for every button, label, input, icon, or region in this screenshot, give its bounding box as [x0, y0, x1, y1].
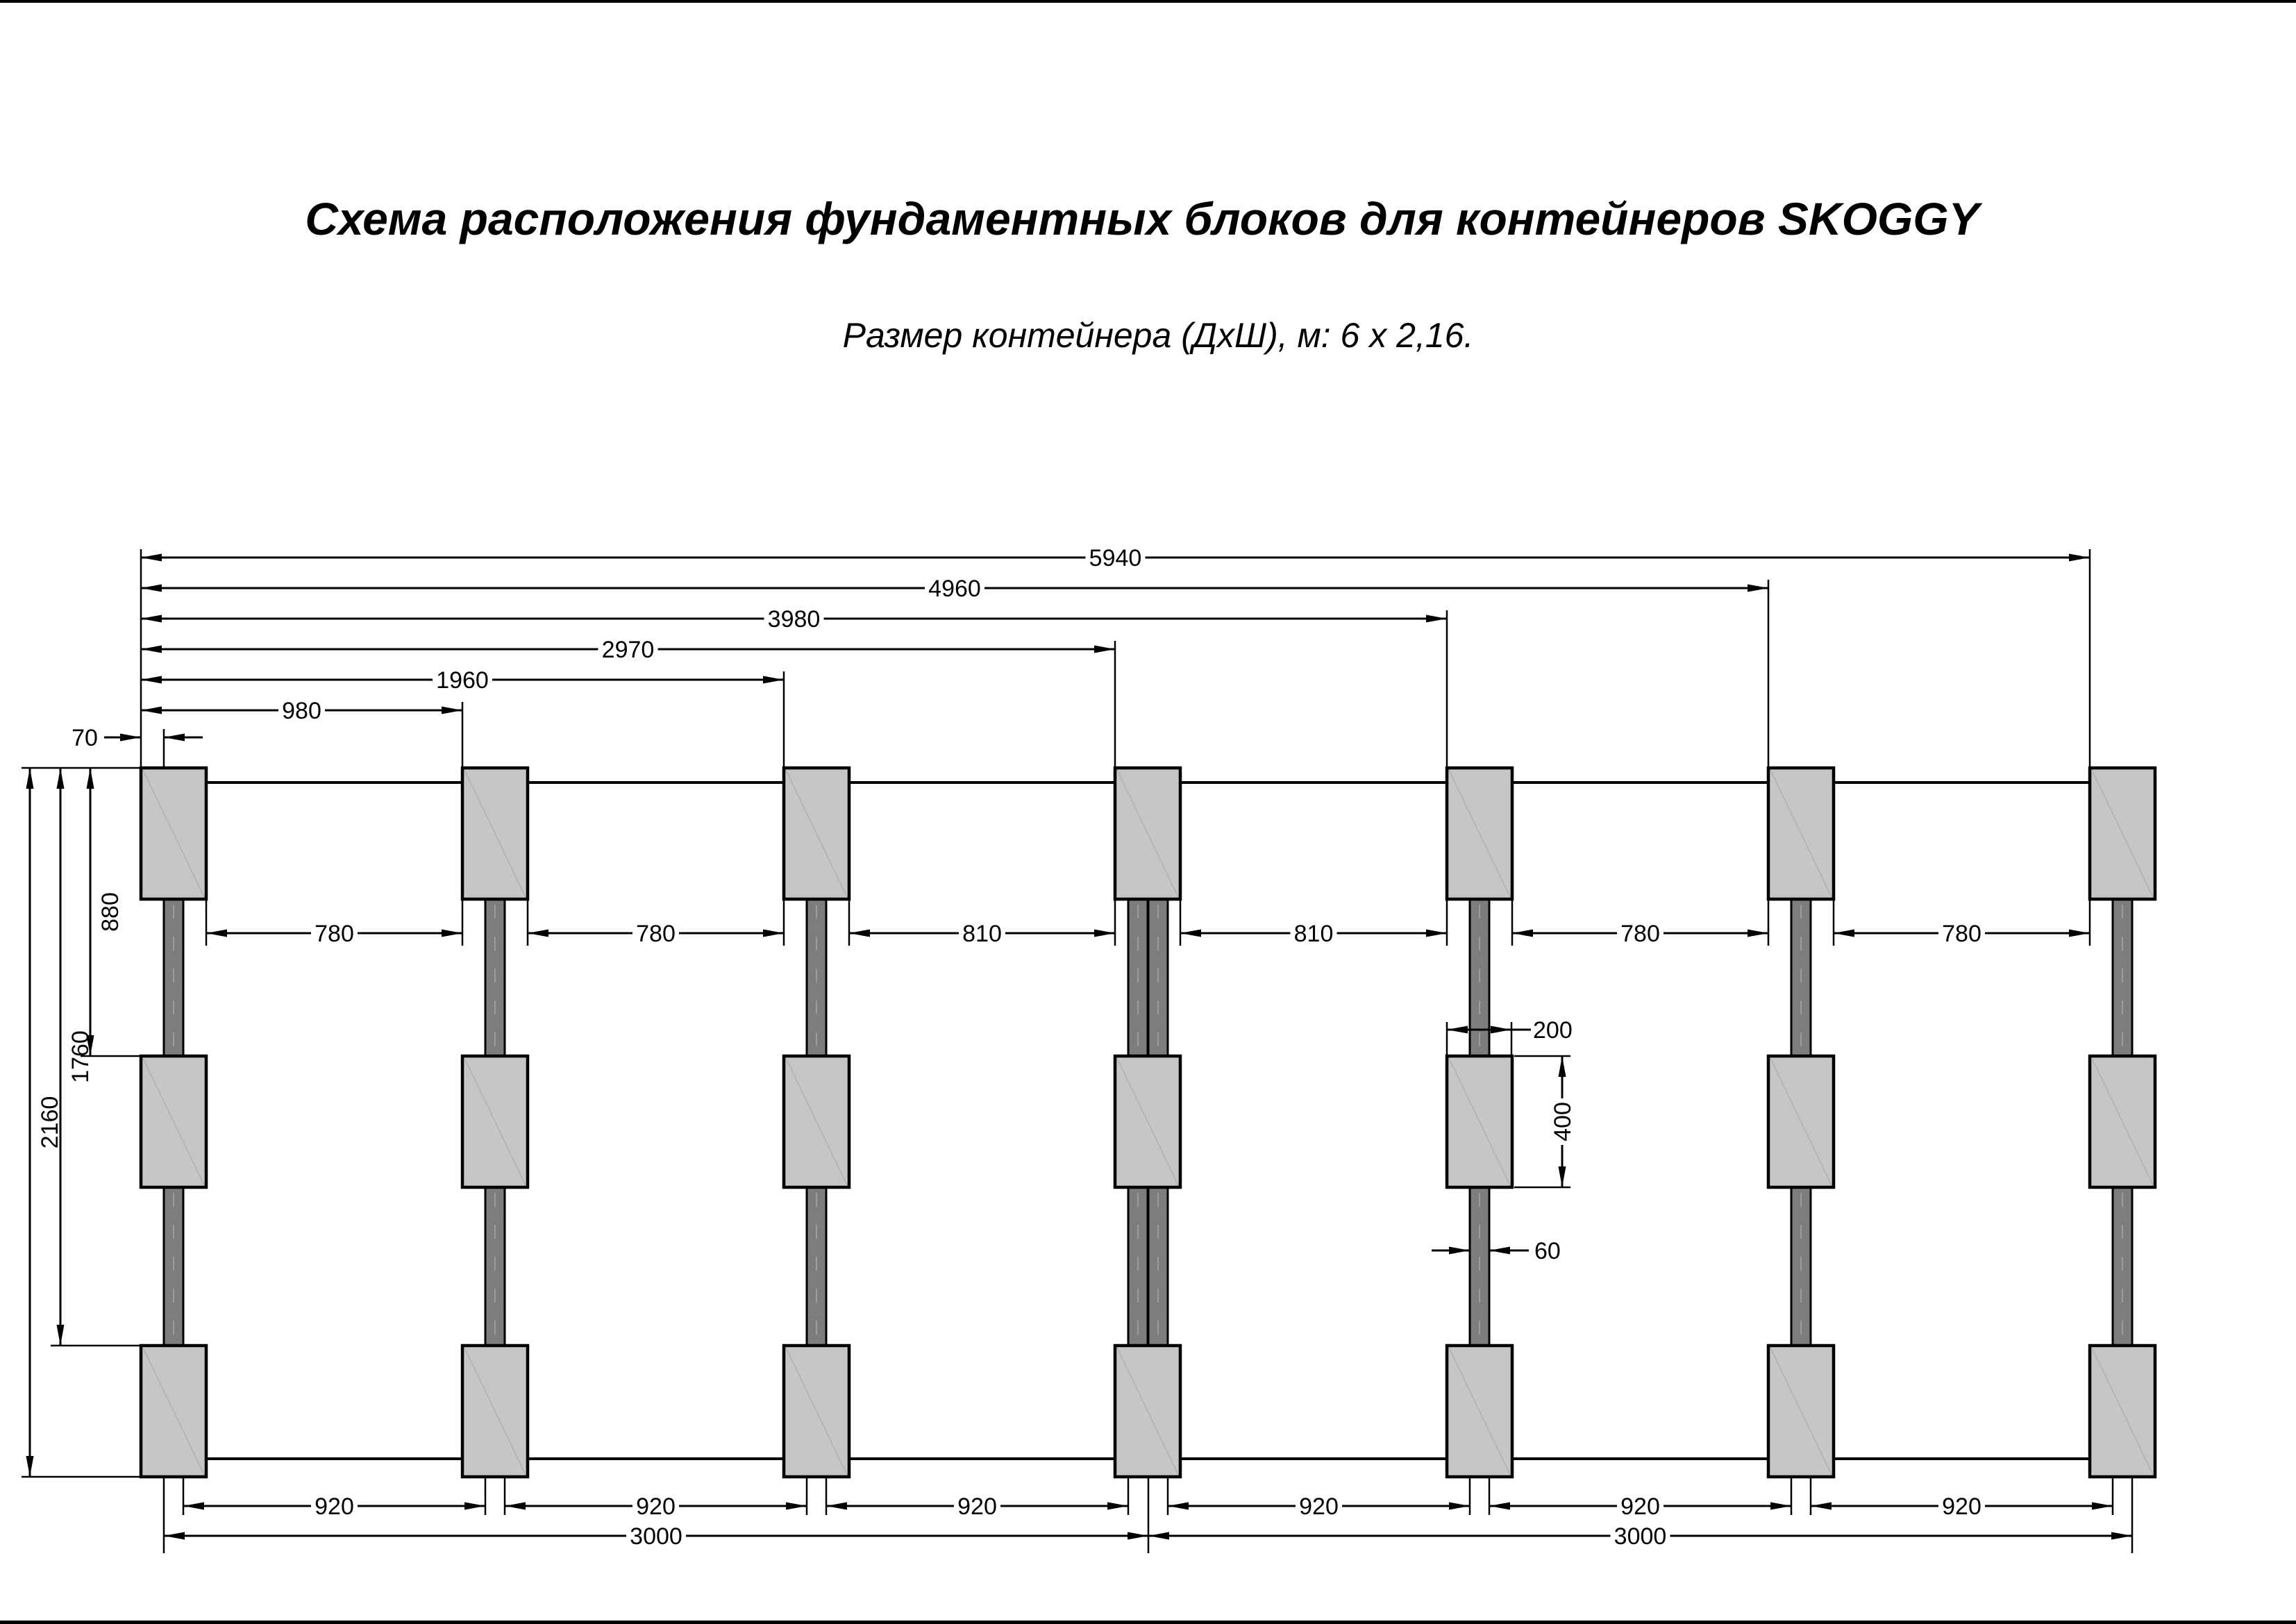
dimension-arrow: [1426, 615, 1447, 623]
dimension-arrow: [1512, 930, 1533, 937]
dimension-arrow: [141, 707, 162, 714]
dimension-arrow: [1489, 1247, 1510, 1255]
dimension-arrow: [1426, 930, 1447, 937]
dim-label-gap-780: 780: [1942, 921, 1981, 947]
dimension-arrow: [206, 930, 227, 937]
dimension-arrow: [1748, 930, 1768, 937]
dimension-arrow: [1180, 930, 1201, 937]
dimension-arrow: [849, 930, 870, 937]
dimension-arrow: [141, 554, 162, 562]
page-subtitle: Размер контейнера (ДхШ), м: 6 х 2,16.: [842, 316, 1474, 355]
dim-label-top-1960: 1960: [436, 667, 489, 694]
dimension-arrow: [120, 734, 141, 742]
dimension-arrow: [2111, 1532, 2132, 1540]
dim-label-bottom-920: 920: [957, 1493, 997, 1520]
dimension-arrow: [1148, 1532, 1169, 1540]
dim-label-gap-780: 780: [315, 921, 354, 947]
page-bottom-border: [0, 1621, 2296, 1624]
dimension-arrow: [763, 676, 784, 684]
dimension-arrow: [1559, 1166, 1566, 1187]
dimension-arrow: [1811, 1502, 1832, 1510]
dimension-arrow: [1449, 1247, 1470, 1255]
dimension-arrow: [1489, 1502, 1510, 1510]
dimension-arrow: [141, 615, 162, 623]
dim-label-offset-70: 70: [72, 725, 98, 751]
dimension-arrow: [442, 930, 462, 937]
dimension-arrow: [505, 1502, 526, 1510]
page-top-border: [0, 0, 2296, 3]
dimension-arrow: [786, 1502, 807, 1510]
dimension-arrow: [1491, 1026, 1511, 1034]
dimension-arrow: [26, 1456, 34, 1477]
dim-label-gap-810: 810: [962, 921, 1002, 947]
dim-label-left-880: 880: [97, 892, 124, 932]
dimension-arrow: [26, 768, 34, 789]
dim-label-top-4960: 4960: [928, 576, 981, 602]
dim-label-block-height: 400: [1550, 1102, 1576, 1141]
dimension-arrow: [141, 676, 162, 684]
dim-label-bar-width: 60: [1534, 1238, 1561, 1264]
dimension-arrow: [1748, 585, 1768, 592]
dimension-arrow: [57, 768, 65, 789]
dim-label-span-3000: 3000: [1614, 1523, 1667, 1550]
dimension-arrow: [141, 646, 162, 653]
dim-label-bottom-920: 920: [1299, 1493, 1339, 1520]
dim-label-bottom-920: 920: [1942, 1493, 1981, 1520]
dim-label-top-5940: 5940: [1089, 545, 1142, 571]
dimension-arrow: [1128, 1532, 1148, 1540]
dim-label-top-3980: 3980: [767, 606, 821, 633]
dim-label-span-3000: 3000: [630, 1523, 682, 1550]
dimension-arrow: [164, 1532, 185, 1540]
dim-label-block-width: 200: [1533, 1017, 1573, 1044]
dimension-arrow: [826, 1502, 847, 1510]
dim-label-gap-780: 780: [1620, 921, 1660, 947]
dimension-arrow: [2069, 930, 2090, 937]
dim-label-left-1760: 1760: [67, 1030, 94, 1083]
dim-label-bottom-920: 920: [1620, 1493, 1660, 1520]
dimension-arrow: [2069, 554, 2090, 562]
dimension-arrow: [1447, 1026, 1468, 1034]
dimension-arrow: [141, 585, 162, 592]
dimension-arrow: [1094, 930, 1115, 937]
dimension-arrow: [464, 1502, 485, 1510]
dimension-arrow: [1107, 1502, 1128, 1510]
dim-label-bottom-920: 920: [636, 1493, 676, 1520]
dimension-arrow: [528, 930, 548, 937]
dim-label-top-2970: 2970: [601, 637, 655, 663]
dim-label-gap-810: 810: [1293, 921, 1334, 947]
dim-label-gap-780: 780: [636, 921, 676, 947]
dimension-arrow: [1449, 1502, 1470, 1510]
dimension-arrow: [1094, 646, 1115, 653]
dimension-arrow: [2092, 1502, 2113, 1510]
dimension-arrow: [1834, 930, 1854, 937]
dimension-arrow: [87, 768, 94, 789]
dimension-arrow: [57, 1325, 65, 1346]
page-title: Схема расположения фундаментных блоков для контейнеров SKOGGY: [305, 193, 1979, 244]
dim-label-left-2160: 2160: [37, 1096, 63, 1149]
dimension-arrow: [442, 707, 462, 714]
dimension-arrow: [1559, 1056, 1566, 1077]
dimension-arrow: [1770, 1502, 1791, 1510]
dimension-arrow: [1168, 1502, 1189, 1510]
dim-label-bottom-920: 920: [315, 1493, 354, 1520]
dimension-arrow: [183, 1502, 204, 1510]
dim-label-top-980: 980: [282, 698, 321, 724]
dimension-arrow: [763, 930, 784, 937]
dimension-arrow: [164, 734, 185, 742]
